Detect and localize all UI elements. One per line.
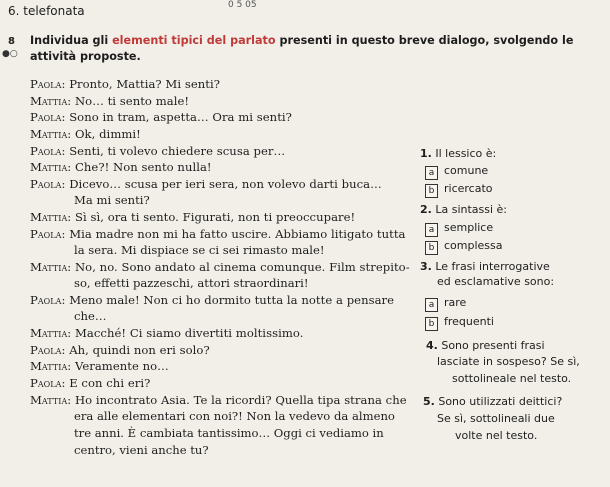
question-number: 5. bbox=[423, 395, 435, 408]
instruction-suffix: presenti in questo breve dialogo, svolgendo le bbox=[275, 34, 574, 47]
dialogue-line bbox=[30, 293, 394, 307]
speaker-label: Mattia: bbox=[30, 359, 72, 373]
dialogue-continuation: che… bbox=[74, 309, 107, 323]
speaker-label: Paola: bbox=[30, 293, 66, 307]
instruction-highlight: elementi tipici del parlato bbox=[112, 34, 276, 47]
dialogue-line bbox=[30, 326, 303, 340]
dialogue-line bbox=[30, 227, 406, 241]
dialogue-text: Senti, ti volevo chiedere scusa per… bbox=[69, 144, 286, 158]
option-text: rare bbox=[444, 296, 467, 309]
option-checkbox[interactable]: a bbox=[425, 298, 438, 312]
option-checkbox[interactable]: a bbox=[425, 166, 438, 180]
dialogue-continuation: so, effetti pazzeschi, attori straordinari! bbox=[74, 276, 309, 290]
option-checkbox[interactable]: b bbox=[425, 241, 438, 255]
speaker-label: Paola: bbox=[30, 343, 66, 357]
instruction-line-2: attività proposte. bbox=[30, 50, 141, 63]
dialogue-line bbox=[30, 359, 169, 373]
question-1 bbox=[420, 147, 496, 160]
dialogue-continuation: tre anni. È cambiata tantissimo… Oggi ci vediamo in bbox=[74, 426, 384, 440]
question-4-line-3: sottolineale nel testo. bbox=[452, 372, 572, 385]
dialogue-line bbox=[30, 177, 382, 191]
speaker-label: Paola: bbox=[30, 144, 66, 158]
dialogue-line bbox=[30, 160, 212, 174]
dialogue-text: Veramente no… bbox=[74, 359, 169, 373]
question-number: 4. bbox=[426, 339, 438, 352]
dialogue-continuation: la sera. Mi dispiace se ci sei rimasto male! bbox=[74, 243, 325, 257]
option-3a[interactable] bbox=[425, 296, 466, 312]
option-1a[interactable] bbox=[425, 164, 488, 180]
dialogue-line bbox=[30, 343, 210, 357]
dialogue-text: Ah, quindi non eri solo? bbox=[69, 343, 210, 357]
dialogue-text: Sono in tram, aspetta… Ora mi senti? bbox=[69, 110, 292, 124]
dialogue-line bbox=[30, 376, 150, 390]
page-scribble: 0 5 05 bbox=[228, 0, 257, 10]
question-text: La sintassi è: bbox=[435, 203, 508, 216]
option-checkbox[interactable]: b bbox=[425, 317, 438, 331]
option-text: complessa bbox=[444, 239, 503, 252]
dialogue-text: Meno male! Non ci ho dormito tutta la notte a pensare bbox=[69, 293, 395, 307]
option-text: semplice bbox=[444, 221, 494, 234]
speaker-label: Mattia: bbox=[30, 160, 72, 174]
speaker-label: Paola: bbox=[30, 110, 66, 124]
option-checkbox[interactable]: a bbox=[425, 223, 438, 237]
speaker-label: Mattia: bbox=[30, 210, 72, 224]
speaker-label: Mattia: bbox=[30, 326, 72, 340]
dialogue-line bbox=[30, 210, 355, 224]
option-text: frequenti bbox=[444, 315, 494, 328]
dialogue-line bbox=[30, 110, 292, 124]
question-3-line-2: ed esclamative sono: bbox=[437, 275, 555, 288]
question-5 bbox=[423, 395, 562, 408]
question-number: 2. bbox=[420, 203, 432, 216]
question-text: Sono utilizzati deittici? bbox=[438, 395, 563, 408]
option-2b[interactable] bbox=[425, 239, 503, 255]
dialogue-text: Dicevo… scusa per ieri sera, non volevo darti buca… bbox=[69, 177, 382, 191]
question-text: Sono presenti frasi bbox=[441, 339, 545, 352]
dialogue-line bbox=[30, 393, 407, 407]
dialogue-text: Macché! Ci siamo divertiti moltissimo. bbox=[74, 326, 304, 340]
dialogue-text: No… ti sento male! bbox=[74, 94, 190, 108]
option-text: comune bbox=[444, 164, 489, 177]
question-text: Le frasi interrogative bbox=[435, 260, 550, 273]
dialogue-text: Ok, dimmi! bbox=[74, 127, 141, 141]
speaker-label: Mattia: bbox=[30, 393, 72, 407]
option-2a[interactable] bbox=[425, 221, 493, 237]
dialogue-text: No, no. Sono andato al cinema comunque. Film strepito- bbox=[74, 260, 410, 274]
dialogue-line bbox=[30, 77, 220, 91]
dialogue-text: Sì sì, ora ti sento. Figurati, non ti preoccupare! bbox=[74, 210, 356, 224]
question-number: 1. bbox=[420, 147, 432, 160]
option-text: ricercato bbox=[444, 182, 493, 195]
option-3b[interactable] bbox=[425, 315, 494, 331]
dialogue-text: Pronto, Mattia? Mi senti? bbox=[69, 77, 220, 91]
option-checkbox[interactable]: b bbox=[425, 184, 438, 198]
speaker-label: Paola: bbox=[30, 227, 66, 241]
question-4-line-2: lasciate in sospeso? Se sì, bbox=[437, 355, 580, 368]
dialogue-line bbox=[30, 127, 141, 141]
speaker-label: Paola: bbox=[30, 177, 66, 191]
speaker-label: Mattia: bbox=[30, 127, 72, 141]
option-1b[interactable] bbox=[425, 182, 493, 198]
speaker-label: Paola: bbox=[30, 376, 66, 390]
exercise-number: 8 bbox=[8, 36, 15, 47]
dialogue-text: Che?! Non sento nulla! bbox=[74, 160, 212, 174]
instruction-line-1 bbox=[30, 34, 573, 47]
speaker-label: Mattia: bbox=[30, 94, 72, 108]
speaker-label: Mattia: bbox=[30, 260, 72, 274]
question-3 bbox=[420, 260, 550, 273]
dialogue-continuation: centro, vieni anche tu? bbox=[74, 443, 209, 457]
dialogue-text: Ho incontrato Asia. Te la ricordi? Quella tipa strana che bbox=[74, 393, 407, 407]
instruction-prefix: Individua gli bbox=[30, 34, 113, 47]
question-5-line-2: Se sì, sottolineali due bbox=[437, 412, 555, 425]
eyes-icon: ●○ bbox=[2, 49, 18, 59]
dialogue-continuation: Ma mi senti? bbox=[74, 193, 150, 207]
dialogue-text: E con chi eri? bbox=[69, 376, 151, 390]
question-text: Il lessico è: bbox=[435, 147, 497, 160]
previous-item-label: 6. telefonata bbox=[8, 4, 85, 18]
dialogue-line bbox=[30, 94, 189, 108]
dialogue-line bbox=[30, 144, 285, 158]
question-number: 3. bbox=[420, 260, 432, 273]
question-4 bbox=[426, 339, 545, 352]
question-2 bbox=[420, 203, 507, 216]
question-5-line-3: volte nel testo. bbox=[455, 429, 538, 442]
dialogue-continuation: era alle elementari con noi?! Non la vedevo da almeno bbox=[74, 409, 395, 423]
dialogue-line bbox=[30, 260, 410, 274]
dialogue-text: Mia madre non mi ha fatto uscire. Abbiamo litigato tutta bbox=[69, 227, 406, 241]
speaker-label: Paola: bbox=[30, 77, 66, 91]
